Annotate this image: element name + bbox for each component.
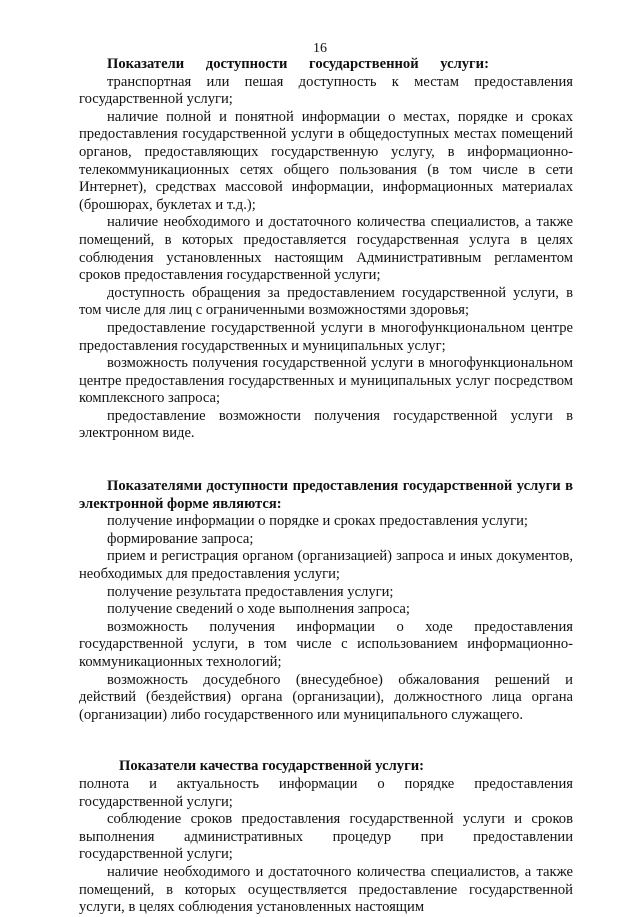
paragraph: соблюдение сроков предоставления государственной услуги и сроков выполнения административных процедур при предоставлении государственной услуги;: [79, 811, 573, 863]
section-heading-availability: Показатели доступности государственной услуги:: [107, 56, 489, 72]
paragraph: возможность получения информации о ходе предоставления государственной услуги, в том числе с использованием информационно-коммуникационных технологий;: [79, 618, 573, 670]
paragraph: наличие необходимого и достаточного количества специалистов, а также помещений, в которых осуществляется предоставление государственной услуги, в целях соблюдения установленных настоящим: [79, 863, 573, 916]
paragraph: возможность досудебного (внесудебное) обжалования решений и действий (бездействия) органа (организации), должностного лица органа (организации) либо государственного или муниципального служащего.: [79, 671, 573, 723]
paragraph: полнота и актуальность информации о порядке предоставления государственной услуги;: [79, 775, 573, 810]
section-spacer: [79, 724, 573, 758]
document-body: [79, 56, 573, 917]
paragraph: наличие необходимого и достаточного количества специалистов, а также помещений, в которых предоставляется государственная услуга в целях соблюдения установленных настоящим Административным регламентом сроков предоставления государственной услуги;: [79, 214, 573, 284]
page-number: 16: [313, 41, 327, 56]
paragraph: наличие полной и понятной информации о местах, порядке и сроках предоставления государственной услуги в общедоступных местах помещений органов, предоставляющих государственную услугу, в информационно-телекоммуникационных сетях общего пользования (в том числе в сети Интернет), средствах массовой информации, информационных материалах (брошюрах, буклетах и т.д.);: [79, 108, 573, 213]
paragraph: возможность получения государственной услуги в многофункциональном центре предоставления государственных и муниципальных услуг посредством комплексного запроса;: [79, 355, 573, 407]
paragraph: получение информации о порядке и сроках предоставления услуги;: [107, 513, 528, 530]
paragraph: транспортная или пешая доступность к местам предоставления государственной услуги;: [79, 73, 573, 108]
paragraph: формирование запроса;: [107, 530, 254, 547]
paragraph: предоставление государственной услуги в многофункциональном центре предоставления государственных и муниципальных услуг;: [79, 319, 573, 354]
paragraph: доступность обращения за предоставлением государственной услуги, в том числе для лиц с ограниченными возможностями здоровья;: [79, 284, 573, 319]
section-heading-quality: Показатели качества государственной услуги:: [119, 758, 424, 775]
section-spacer: [79, 443, 573, 478]
paragraph: прием и регистрация органом (организацией) запроса и иных документов, необходимых для предоставления услуги;: [79, 548, 573, 583]
paragraph: предоставление возможности получения государственной услуги в электронном виде.: [79, 407, 573, 442]
section-heading-electronic-availability: Показателями доступности предоставления государственной услуги в электронной форме являются:: [79, 478, 573, 512]
paragraph: получение сведений о ходе выполнения запроса;: [107, 601, 410, 618]
paragraph: получение результата предоставления услуги;: [107, 583, 394, 600]
